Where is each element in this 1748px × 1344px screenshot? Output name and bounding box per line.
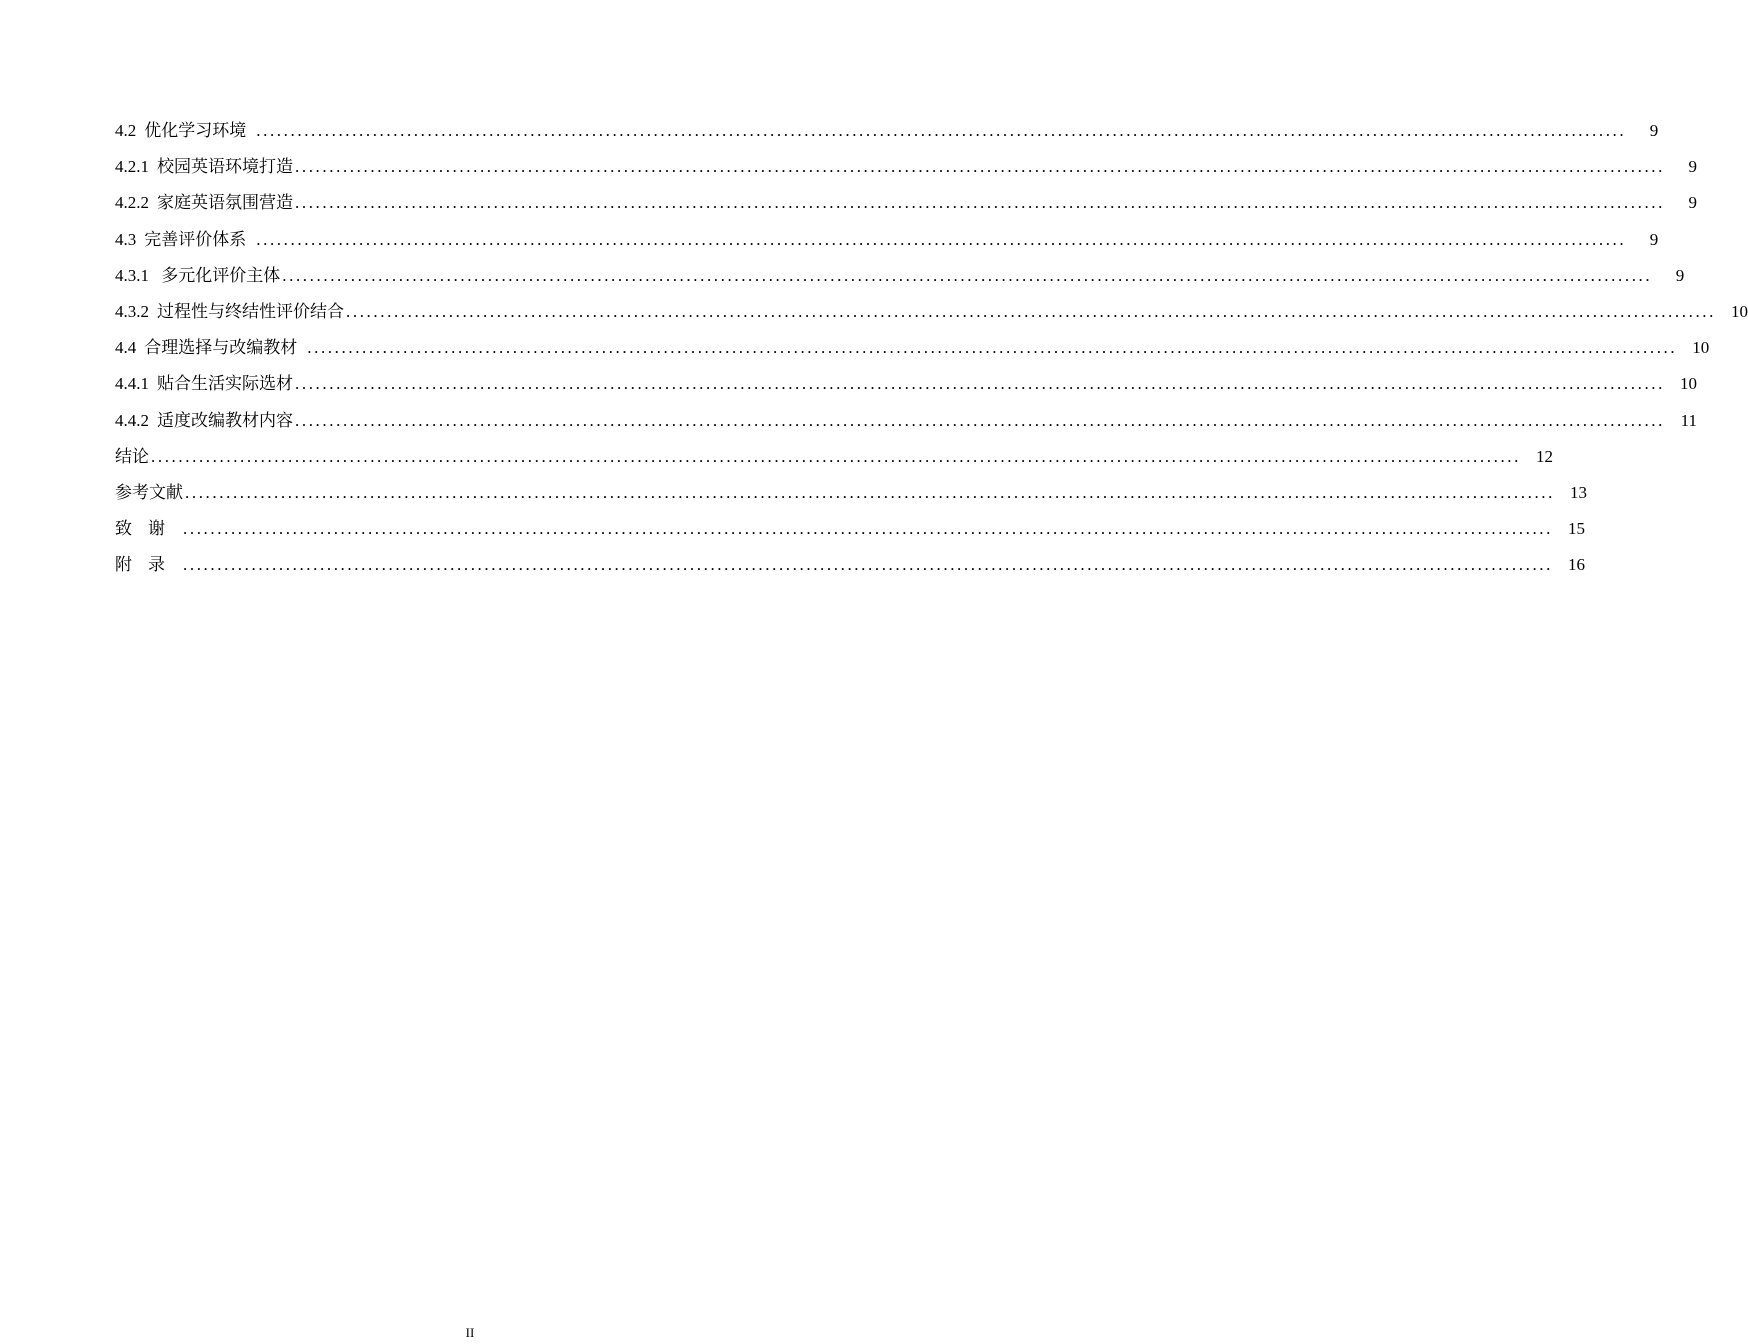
dot-leader: ........................................................................................................................................................................................................ (282, 265, 1653, 285)
toc-entry-page: 12 (1536, 446, 1553, 466)
toc-entry-title: 校园英语环境打造 (157, 157, 293, 177)
toc-entry-page: 10 (1731, 301, 1748, 321)
toc-entry-text (115, 263, 280, 289)
toc-entry[interactable] (115, 408, 1697, 444)
toc-entry-text (115, 227, 246, 253)
toc-entry-page: 13 (1570, 482, 1587, 502)
toc-entry-page: 10 (1680, 374, 1697, 394)
toc-entry-number: 4.2.2 (115, 193, 149, 213)
toc-entry[interactable] (115, 154, 1697, 190)
toc-entry[interactable] (115, 118, 1659, 154)
toc-entry-number: 4.3.2 (115, 301, 149, 321)
toc-entry-page: 9 (1675, 265, 1685, 285)
toc-entry[interactable] (115, 552, 1585, 592)
dot-leader: ........................................................................................................................................................................................................ (183, 555, 1553, 575)
toc-entry-page: 9 (1649, 229, 1659, 249)
toc-entry[interactable] (115, 444, 1553, 480)
toc-entry-title: 合理选择与改编教材 (144, 338, 298, 358)
toc-entry-number: 4.4.2 (115, 410, 149, 430)
toc-entry-title: 附录 (115, 555, 181, 575)
toc-entry-number: 4.3 (115, 229, 137, 249)
toc-entry-text (115, 190, 293, 216)
toc-entry-number: 4.2.1 (115, 157, 149, 177)
toc-entry-text (115, 154, 293, 180)
toc-entry[interactable] (115, 480, 1587, 516)
toc-entry-title: 贴合生活实际选材 (157, 374, 293, 394)
dot-leader: ........................................................................................................................................................................................................ (295, 193, 1665, 213)
toc-entry-title: 致谢 (115, 519, 181, 539)
dot-leader: ........................................................................................................................................................................................................ (295, 374, 1665, 394)
dot-leader: ........................................................................................................................................................................................................ (256, 121, 1627, 140)
toc-entry-page: 9 (1649, 121, 1659, 140)
toc-entry[interactable] (115, 299, 1748, 335)
toc-entry-page: 10 (1692, 338, 1710, 358)
toc-entry-number: 4.2 (115, 121, 137, 140)
dot-leader: ........................................................................................................................................................................................................ (295, 410, 1665, 430)
dot-leader: ........................................................................................................................................................................................................ (256, 229, 1627, 249)
toc-entry[interactable] (115, 335, 1710, 371)
toc-entry-text (115, 118, 246, 144)
toc-entry-text (115, 299, 344, 325)
toc-entry-text (115, 335, 297, 361)
toc-entry-number: 4.4 (115, 338, 137, 358)
toc-entry[interactable] (115, 190, 1697, 226)
toc-entry-title: 完善评价体系 (144, 229, 247, 249)
toc-entry-title: 优化学习环境 (144, 121, 247, 140)
toc-entry-title: 过程性与终结性评价结合 (157, 301, 344, 321)
toc-entry-page: 11 (1680, 410, 1697, 430)
toc-entry-page: 9 (1688, 157, 1697, 177)
dot-leader: ........................................................................................................................................................................................................ (295, 157, 1665, 177)
toc-entry-text (115, 408, 293, 434)
dot-leader: ........................................................................................................................................................................................................ (151, 446, 1521, 466)
table-of-contents (115, 118, 1748, 592)
dot-leader: ........................................................................................................................................................................................................ (307, 338, 1678, 358)
toc-entry-number: 4.3.1 (115, 265, 149, 285)
toc-entry-title: 参考文献 (115, 482, 183, 502)
toc-entry[interactable] (115, 516, 1585, 552)
toc-entry-title: 结论 (115, 446, 149, 466)
toc-entry-page: 16 (1568, 555, 1585, 575)
page-number-footer: II (465, 1325, 475, 1340)
dot-leader: ........................................................................................................................................................................................................ (346, 301, 1716, 321)
toc-entry-page: 15 (1568, 519, 1585, 539)
toc-entry-number: 4.4.1 (115, 374, 149, 394)
toc-entry[interactable] (115, 263, 1685, 299)
toc-entry-title: 家庭英语氛围营造 (157, 193, 293, 213)
toc-entry[interactable] (115, 227, 1659, 263)
toc-entry-title: 多元化评价主体 (157, 265, 281, 285)
toc-entry-page: 9 (1688, 193, 1697, 213)
toc-entry-title: 适度改编教材内容 (157, 410, 293, 430)
toc-entry[interactable] (115, 371, 1697, 407)
dot-leader: ........................................................................................................................................................................................................ (185, 482, 1555, 502)
dot-leader: ........................................................................................................................................................................................................ (183, 519, 1553, 539)
toc-entry-text (115, 371, 293, 397)
